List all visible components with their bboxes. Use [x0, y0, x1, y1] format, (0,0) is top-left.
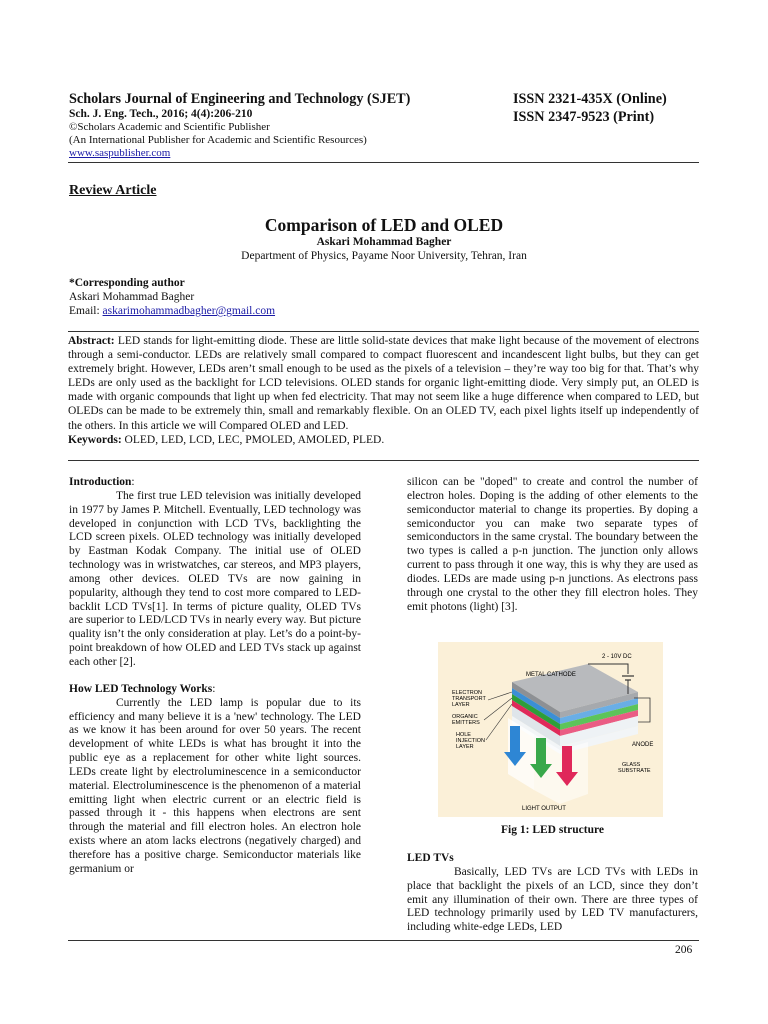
label-hil-1: HOLE — [456, 732, 471, 738]
introduction-colon: : — [131, 476, 135, 488]
svg-text:ELECTRON TRANSPORT — [452, 690, 487, 708]
right-column — [407, 476, 698, 614]
label-etl-2: TRANSPORT — [452, 696, 486, 702]
led-tvs-paragraph: Basically, LED TVs are LCD TVs with LEDs in place that backlight the pixels of an LCD, since they don’t emit any illumination of their own. There are three types of LED technology primarily used by LED TV manufacturers, including white-edge LEDs, LED — [407, 865, 698, 934]
right-column-lower — [407, 852, 698, 935]
affiliation: Department of Physics, Payame Noor University, Tehran, Iran — [241, 250, 527, 262]
label-hil-3: LAYER — [456, 744, 474, 750]
svg-text:GLASS SUBSTRATE — [618, 762, 651, 774]
abstract-box — [68, 331, 699, 461]
label-anode: ANODE — [632, 742, 654, 748]
label-emitters-1: ORGANIC — [452, 714, 478, 720]
label-metal-cathode: METAL CATHODE — [526, 672, 576, 678]
label-glass-1: GLASS — [622, 762, 641, 768]
author-name: Askari Mohammad Bagher — [316, 236, 452, 248]
article-title: Comparison of LED and OLED — [264, 215, 504, 235]
keywords — [68, 433, 699, 447]
led-tvs-heading: LED TVs — [407, 852, 454, 864]
label-glass-2: SUBSTRATE — [618, 768, 651, 774]
corresponding-author-block — [69, 276, 275, 318]
issn-print: ISSN 2347-9523 (Print) — [513, 109, 655, 125]
label-voltage: 2 - 10V DC — [602, 654, 632, 660]
publisher: ©Scholars Academic and Scientific Publisher — [69, 121, 270, 133]
abstract — [68, 332, 699, 433]
article-type: Review Article — [69, 183, 157, 198]
website-link[interactable]: www.saspublisher.com — [69, 147, 171, 159]
led-technology-colon: : — [212, 682, 216, 695]
led-structure-diagram — [438, 642, 663, 817]
journal-header — [69, 90, 499, 160]
email-link[interactable]: askarimohammadbagher@gmail.com — [102, 305, 276, 317]
label-etl-3: LAYER — [452, 702, 470, 708]
introduction-paragraph: The first true LED television was initially developed in 1977 by James P. Mitchell. Eventually, LED technology was developed in conjunction with LCD TVs, backlighting the LCD screen pixels. OLED technology was initially developed by Eastman Kodak Company. The initial use of OLED technology was in wristwatches, car stereos, and MP3 players, among other devices. OLED TVs are now gaining in popularity, although they tend to cost more compared to LED-backlit LCD TVs[1]. In terms of picture quality, OLED TVs are superior to LED/LCD TVs in nearly every way. But picture quality isn’t the only consideration at play. Let’s do a point-by-point breakdown of how OLED and LED TVs stack up against each other [2]. — [69, 489, 361, 668]
label-emitters-2: EMITTERS — [452, 720, 480, 726]
corresponding-name: Askari Mohammad Bagher — [69, 291, 195, 303]
journal-title: Scholars Journal of Engineering and Technology (SJET) — [69, 91, 411, 107]
left-column — [69, 476, 361, 877]
issn-online: ISSN 2321-435X (Online) — [513, 91, 667, 107]
footer-rule — [68, 940, 699, 941]
citation: Sch. J. Eng. Tech., 2016; 4(4):206-210 — [69, 108, 253, 120]
led-technology-paragraph: Currently the LED lamp is popular due to its efficiency and many believe it is a 'new' technology. The LED as we know it has been around for over 50 years. The recent development of white LEDs is what has brought it into the public eye as a replacement for other white light sources. LEDs create light by electroluminescence in a semiconductor material. Electroluminescence is the phenomenon of a material emitting light when electric current or an electric field is passed through it - this happens when electrons are sent through the material and fill electron holes. An electron hole exists where an atom lacks electrons (negatively charged) and therefore has a positive charge. Semiconductor materials like germanium or — [69, 696, 361, 875]
introduction-heading — [69, 476, 361, 490]
label-etl-1: ELECTRON — [452, 690, 482, 696]
publisher-note: (An International Publisher for Academic and Scientific Resources) — [69, 134, 367, 146]
label-light-output: LIGHT OUTPUT — [522, 806, 566, 812]
corresponding-label: *Corresponding author — [69, 277, 185, 289]
page-number: 206 — [675, 944, 693, 956]
email-label: Email: — [69, 305, 103, 317]
abstract-label: Abstract: — [68, 335, 115, 347]
issn-block — [513, 90, 667, 126]
svg-text:ORGANIC EMITTERS — [452, 714, 480, 726]
svg-text:HOLE INJECTION — [456, 732, 487, 750]
introduction-heading-text: Introduction — [69, 476, 132, 488]
led-technology-heading — [69, 683, 361, 697]
header-rule — [68, 162, 699, 163]
keywords-text: OLED, LED, LCD, LEC, PMOLED, AMOLED, PLED. — [121, 433, 385, 446]
pn-junction-paragraph: silicon can be "doped" to create and control the number of electron holes. Doping is the adding of other elements to the semiconductor material to change its properties. By doping a semiconductor you can make two separate types of semiconductors in the same crystal. The boundary between the two types is called a p-n junction. The junction only allows current to pass through it one way, this is why they are used as diodes. LEDs are made using p-n junctions. As electrons pass through one crystal to the other they fill electron holes. They emit photons (light) [3]. — [407, 476, 698, 613]
abstract-text: LED stands for light-emitting diode. These are little solid-state devices that make light because of the movement of electrons through a semi-conductor. LEDs are relatively small compared to compact fluorescent and incandescent light bulbs, but they can get extremely bright. However, LEDs aren’t small enough to be used as the pixels of a television – they’re way too big for that. That’s why LEDs are only used as the backlight for LCD televisions. OLED stands for organic light-emitting diode. Very simply put, an OLED is made with organic compounds that light up when fed electricity. That may not seem like a huge difference when compared to LED, but OLEDs can be made to be extremely thin, small and remarkably flexible. On an OLED TV, each pixel lights itself up independently of the others. In this article we will Compared OLED and LED. — [68, 335, 699, 432]
led-structure-figure — [438, 642, 663, 817]
figure-caption: Fig 1: LED structure — [501, 824, 604, 836]
keywords-label: Keywords: — [68, 433, 122, 446]
label-hil-2: INJECTION — [456, 738, 486, 744]
email-line — [69, 304, 275, 318]
led-technology-heading-text: How LED Technology Works — [69, 682, 213, 695]
